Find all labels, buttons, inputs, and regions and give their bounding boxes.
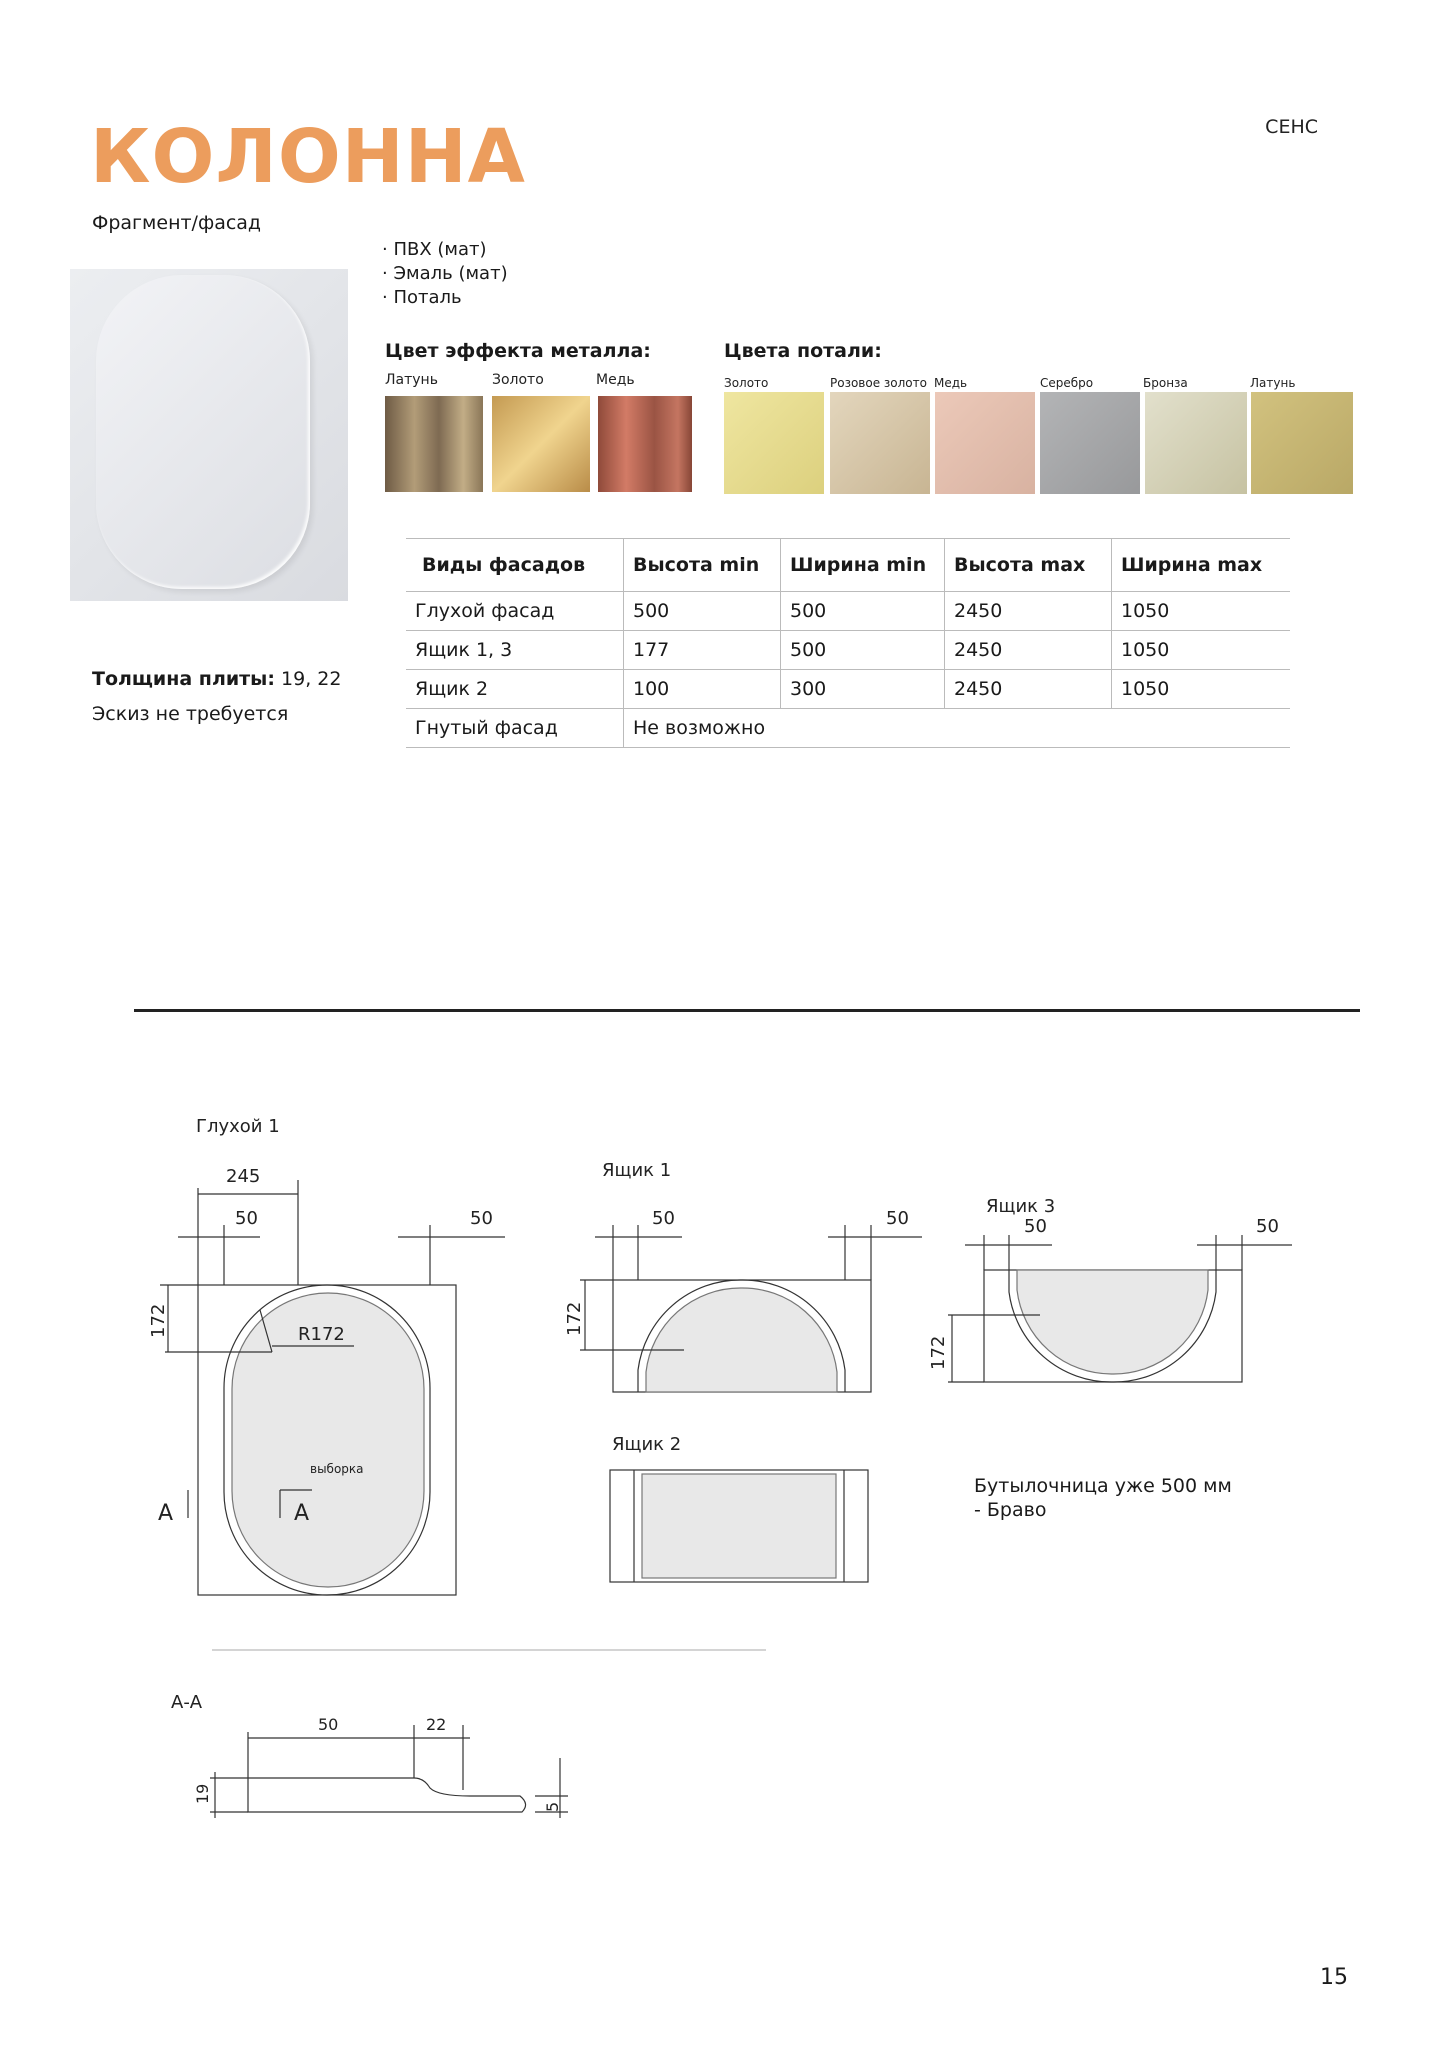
- swatch-label: Бронза: [1143, 376, 1188, 390]
- drawing-title: Глухой 1: [196, 1116, 280, 1137]
- column-header: Виды фасадов: [406, 539, 624, 592]
- table-cell: 2450: [945, 670, 1112, 709]
- cutout-label: выборка: [310, 1462, 364, 1476]
- swatch-label: Латунь: [385, 372, 438, 388]
- drawing-title: Ящик 3: [986, 1196, 1056, 1217]
- dimension-label: 19: [193, 1783, 212, 1804]
- table-cell: Ящик 1, 3: [406, 631, 624, 670]
- table-cell: 1050: [1112, 592, 1291, 631]
- dimension-label: 5: [543, 1801, 562, 1812]
- thickness-label: Толщина плиты:: [92, 668, 275, 690]
- table-cell: 1050: [1112, 670, 1291, 709]
- dimension-label: 172: [148, 1303, 169, 1338]
- dimension-label: 50: [235, 1208, 258, 1229]
- swatch-label: Серебро: [1040, 376, 1094, 390]
- dimension-label: 172: [928, 1335, 949, 1370]
- table-cell: 500: [624, 592, 781, 631]
- thickness-value: 19, 22: [281, 668, 342, 690]
- metal-effect-title: Цвет эффекта металла:: [385, 340, 651, 362]
- swatch-label: Золото: [724, 376, 769, 390]
- dimension-label: 50: [1024, 1216, 1047, 1237]
- table-cell: 2450: [945, 631, 1112, 670]
- table-cell: 2450: [945, 592, 1112, 631]
- material-item: · ПВХ (мат): [382, 239, 487, 260]
- swatch-label: Латунь: [1250, 376, 1296, 390]
- dimension-label: 50: [652, 1208, 675, 1229]
- table-cell: Ящик 2: [406, 670, 624, 709]
- dimension-label: 172: [564, 1301, 585, 1336]
- dimension-label: 50: [470, 1208, 493, 1229]
- table-cell: 500: [781, 631, 945, 670]
- bottle-holder-note: Бутылочница уже 500 мм - Браво: [974, 1475, 1232, 1521]
- section-marker: A: [294, 1501, 310, 1526]
- material-item: · Поталь: [382, 287, 462, 308]
- section-marker: A: [158, 1501, 174, 1526]
- swatch-label: Медь: [934, 376, 968, 390]
- fragment-caption: Фрагмент/фасад: [92, 212, 262, 234]
- table-cell: 500: [781, 592, 945, 631]
- gold-leaf-title: Цвета потали:: [724, 340, 882, 362]
- dimension-label: 22: [426, 1715, 447, 1734]
- page-number: 15: [1320, 1965, 1348, 1990]
- column-header: Высота max: [945, 539, 1112, 592]
- page-title: КОЛОННА: [90, 114, 526, 200]
- table-cell: Глухой фасад: [406, 592, 624, 631]
- table-cell: 300: [781, 670, 945, 709]
- section-profile: [248, 1778, 526, 1812]
- swatch-label: Золото: [492, 372, 544, 388]
- table-cell: 1050: [1112, 631, 1291, 670]
- yashik2-cutout: [642, 1474, 836, 1578]
- dimension-label: 50: [886, 1208, 909, 1229]
- column-header: Ширина min: [781, 539, 945, 592]
- swatch-label: Медь: [596, 372, 635, 388]
- drawing-title: Ящик 2: [612, 1434, 682, 1455]
- table-cell: 177: [624, 631, 781, 670]
- column-header: Высота min: [624, 539, 781, 592]
- table-cell: Не возможно: [624, 709, 1291, 748]
- column-header: Ширина max: [1112, 539, 1291, 592]
- dimension-label: 245: [226, 1166, 261, 1187]
- dimension-label: 50: [318, 1715, 339, 1734]
- section-title: А-А: [171, 1692, 203, 1713]
- drawing-title: Ящик 1: [602, 1160, 672, 1181]
- dimension-label: 50: [1256, 1216, 1279, 1237]
- sketch-note: Эскиз не требуется: [92, 703, 289, 725]
- material-item: · Эмаль (мат): [382, 263, 508, 284]
- swatch-label: Розовое золото: [830, 376, 927, 390]
- brand-label: СЕНС: [1265, 116, 1318, 138]
- table-cell: 100: [624, 670, 781, 709]
- radius-label: R172: [298, 1324, 345, 1345]
- table-cell: Гнутый фасад: [406, 709, 624, 748]
